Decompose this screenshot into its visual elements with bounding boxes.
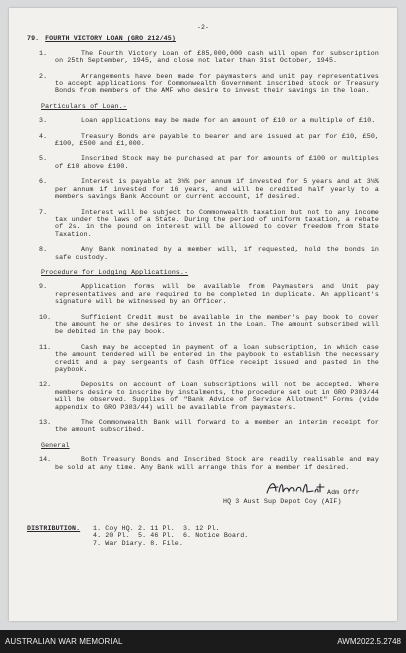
- paragraph-text: Cash may be accepted in payment of a loan subscription, in which case the amount tendered will be entered in the paybook to establish the necessary credit and a pay sergeants of Cash Office receipt issued and pasted in the paybook.: [55, 343, 379, 373]
- paragraph-text: Any Bank nominated by a member will, if requested, hold the bonds in safe custody.: [55, 246, 379, 261]
- paragraph-12: [27, 381, 379, 411]
- distribution-label: DISTRIBUTION.: [27, 525, 81, 533]
- signatory-unit: HQ 3 Aust Sup Depot Coy (AIF): [223, 498, 342, 506]
- paragraph-number: 3.: [39, 117, 48, 125]
- paragraph-text: Arrangements have been made for paymasters and unit pay representatives to accept applications for Commonwealth Government inscribed stock or Treasury Bonds from members of the AMF who desire to invest their savings in the loan.: [55, 72, 379, 95]
- signature-block: [27, 479, 379, 523]
- paragraph-number: 4.: [39, 132, 48, 140]
- paragraph-number: 9.: [39, 283, 48, 291]
- paragraph-5: [27, 155, 379, 170]
- distribution-line: 4. 20 Pl. 5. 46 Pl. 6. Notice Board.: [93, 532, 249, 540]
- paragraph-6: [27, 178, 379, 200]
- paragraph-text: The Fourth Victory Loan of £85,000,000 cash will open for subscription on 25th September, 1945, and close not later than 31st October, 1945.: [55, 49, 379, 65]
- subheading-general: General: [41, 441, 70, 449]
- paragraph-text: Inscribed Stock may be purchased at par for amounts of £100 or multiples of £10 above £100.: [55, 155, 379, 170]
- paragraph-7: [27, 209, 379, 239]
- paragraph-number: 13.: [39, 419, 52, 427]
- paragraph-text: The Commonwealth Bank will forward to a member an interim receipt for the amount subscribed.: [55, 419, 379, 434]
- paragraph-number: 6.: [39, 178, 48, 186]
- paragraph-number: 5.: [39, 155, 48, 163]
- paragraph-number: 11.: [39, 343, 52, 351]
- footer-bar: [0, 630, 406, 653]
- paragraph-4: [27, 133, 379, 148]
- distribution-line: 1. Coy HQ. 2. 11 Pl. 3. 12 Pl.: [93, 525, 220, 533]
- paragraph-10: [27, 314, 379, 336]
- paragraph-9: [27, 283, 379, 305]
- paragraph-text: Application forms will be available from Paymasters and Unit pay representatives and are required to be completed in duplicate. An applicant's signature will be witnessed by an Officer.: [55, 283, 379, 306]
- paragraph-number: 2.: [39, 72, 48, 80]
- paragraph-number: 14.: [39, 456, 52, 464]
- paragraph-number: 7.: [39, 208, 48, 216]
- paragraph-11: [27, 344, 379, 374]
- paragraph-number: 8.: [39, 246, 48, 254]
- paragraph-number: 12.: [39, 381, 52, 389]
- paragraph-text: Both Treasury Bonds and Inscribed Stock are readily realisable and may be sold at any time. Any Bank will arrange this for a member if desired.: [55, 456, 379, 471]
- distribution-line: 7. War Diary. 8. File.: [93, 539, 183, 547]
- page-number: -2-: [196, 24, 210, 31]
- distribution-lines: [93, 525, 248, 547]
- distribution-list: [27, 525, 379, 547]
- subheading-procedure: Procedure for Lodging Applications.-: [41, 268, 189, 276]
- footer-accession-id: AWM2022.5.2748: [337, 637, 401, 646]
- paragraph-13: [27, 419, 379, 434]
- paragraph-14: [27, 456, 379, 471]
- paragraph-text: Treasury Bonds are payable to bearer and are issued at par for £10, £50, £100, £500 and £1,000.: [55, 132, 379, 148]
- paragraph-3: [27, 117, 379, 124]
- footer-source: AUSTRALIAN WAR MEMORIAL: [5, 637, 123, 646]
- paragraph-number: 10.: [39, 313, 52, 321]
- paragraph-text: Interest will be subject to Commonwealth taxation but not to any income tax under the laws of a State. During the period of uniform taxation, a rebate of 2s. in the pound on interest will be allowed to cover freedom from State Taxation.: [55, 208, 379, 238]
- paragraph-text: Interest is payable at 3¼% per annum if invested for 5 years and at 3¼% per annum if invested for 16 years, and will be credited half yearly to a members savings Bank Account or current account, if desired.: [55, 178, 379, 201]
- signatory-title: Adm Offr: [327, 489, 360, 497]
- subheading-particulars: Particulars of Loan.-: [41, 102, 127, 110]
- paragraph-8: [27, 246, 379, 261]
- paragraph-text: Sufficient Credit must be available in the member's pay book to cover the amount he or she desires to invest in the Loan. The amount subscribed will be debited in the pay book.: [55, 313, 379, 336]
- document-page: [9, 8, 397, 621]
- section-heading: [27, 35, 379, 42]
- section-title: FOURTH VICTORY LOAN (GRO 212/45): [45, 35, 176, 43]
- paragraph-2: [27, 73, 379, 95]
- paragraph-text: Loan applications may be made for an amount of £10 or a multiple of £10.: [81, 117, 376, 125]
- paragraph-text: Deposits on account of Loan subscriptions will not be accepted. Where members desire to inscribe by instalments, the procedure set out in GRO P303/44 will be observed. Supplies of "Bank Advice of Service Allotment" Forms (vide appendix to GRO P303/44) will be available from paymasters.: [55, 381, 379, 411]
- section-number: 79.: [27, 35, 40, 43]
- paragraph-number: 1.: [39, 49, 48, 57]
- handwritten-signature: [265, 479, 329, 497]
- paragraph-1: [27, 50, 379, 65]
